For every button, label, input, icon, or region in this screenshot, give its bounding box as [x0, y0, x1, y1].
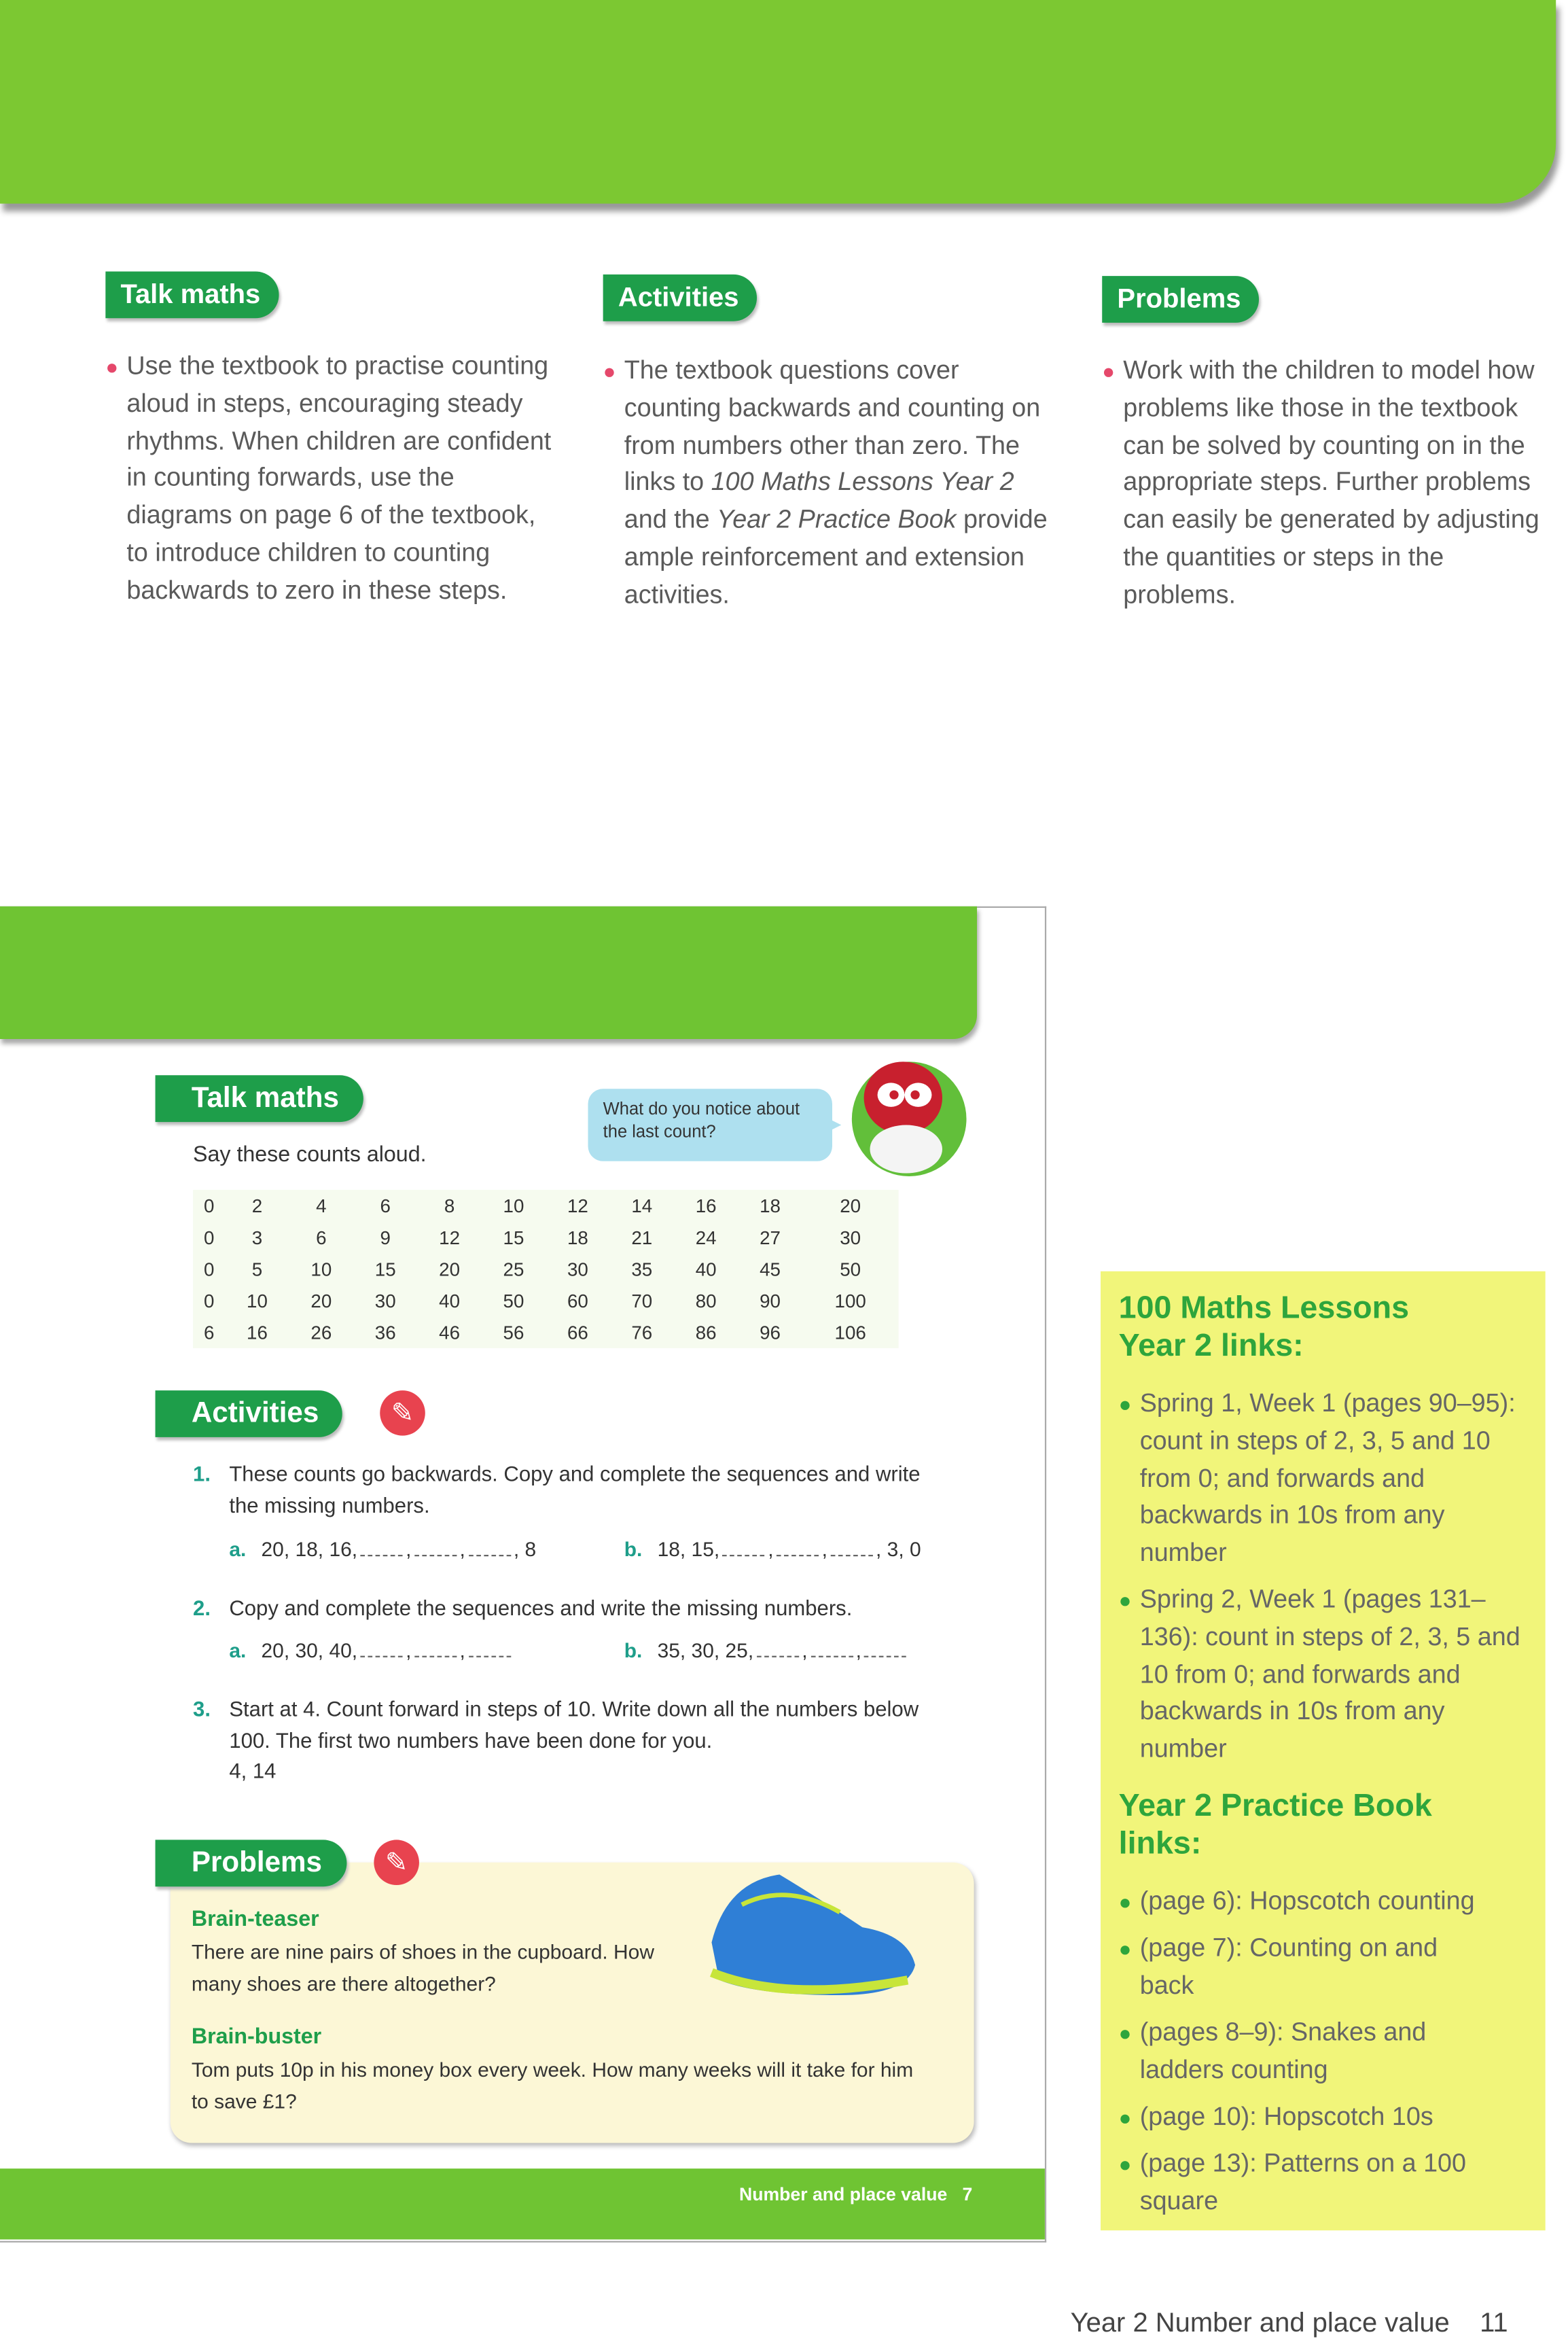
count-row [193, 1316, 899, 1348]
count-cell: 14 [631, 1195, 653, 1216]
count-cell: 66 [567, 1322, 588, 1343]
footer-title: Year 2 Number and place value [1070, 2307, 1450, 2338]
page-footer [1071, 2307, 1508, 2339]
count-cell: 20 [439, 1258, 461, 1280]
lesson-link: ● Spring 1, Week 1 (pages 90–95): count in steps of 2, 3, 5 and 10 from 0; and forwards and backwards in 10s from any number [1118, 1388, 1516, 1568]
count-cell: 36 [374, 1322, 396, 1343]
count-cell: 86 [695, 1322, 717, 1343]
count-cell: 18 [567, 1227, 588, 1248]
page-number: 11 [1480, 2307, 1508, 2338]
activities-text: ● The textbook questions cover counting backwards and counting on from numbers other than zero. The links to 100 Maths Lessons Year 2 and the Year 2 Practice Book provide ample reinforcement and extension activities. [603, 355, 1048, 610]
top-banner [0, 0, 1556, 204]
pencil-icon: ✎ [374, 1840, 419, 1885]
counts-table [193, 1190, 899, 1348]
count-cell: 40 [695, 1258, 717, 1280]
question-2: 2. Copy and complete the sequences and write the missing numbers. [193, 1595, 853, 1620]
q1-b: b. 18, 15, , , , 3, 0 [624, 1538, 921, 1561]
inner-activities-header: Activities [156, 1390, 343, 1437]
count-row [193, 1285, 899, 1317]
count-cell: 8 [444, 1195, 455, 1216]
activities-header: Activities [603, 275, 757, 321]
count-cell: 15 [374, 1258, 396, 1280]
count-cell: 56 [503, 1322, 524, 1343]
count-cell: 2 [251, 1195, 263, 1216]
q1-a: a. 20, 18, 16, , , , 8 [229, 1538, 537, 1561]
brain-teaser-title: Brain-teaser [191, 1907, 319, 1932]
count-cell: 0 [203, 1290, 215, 1312]
brain-teaser-text: There are nine pairs of shoes in the cupboard. How many shoes are there altogether? [191, 1941, 654, 1994]
count-cell: 27 [760, 1227, 781, 1248]
count-cell: 3 [251, 1227, 263, 1248]
count-cell: 70 [631, 1290, 653, 1312]
problems-header: Problems [1102, 276, 1259, 323]
count-cell: 6 [380, 1195, 391, 1216]
count-cell: 0 [203, 1258, 215, 1280]
textbook-footer [0, 2168, 1045, 2239]
links-box [1101, 1271, 1546, 2230]
practice-link: ● (page 7): Counting on and back [1118, 1933, 1438, 2000]
count-cell: 50 [503, 1290, 524, 1312]
brain-buster-text: Tom puts 10p in his money box every week. How many weeks will it take for him to save £1? [191, 2058, 914, 2112]
count-cell: 100 [834, 1290, 866, 1312]
count-cell: 10 [247, 1290, 268, 1312]
count-cell: 76 [631, 1322, 653, 1343]
talk-maths-header: Talk maths [105, 271, 279, 318]
count-cell: 35 [631, 1258, 653, 1280]
count-cell: 0 [203, 1227, 215, 1248]
inner-problems-header: Problems [156, 1840, 346, 1886]
count-cell: 30 [374, 1290, 396, 1312]
practice-link: ● (pages 8–9): Snakes and ladders counting [1118, 2018, 1427, 2084]
pencil-icon: ✎ [380, 1390, 425, 1436]
footer-section: Number and place value [738, 2183, 948, 2205]
count-cell: 6 [316, 1227, 327, 1248]
count-cell: 25 [503, 1258, 524, 1280]
count-cell: 12 [439, 1227, 461, 1248]
instruction: Say these counts aloud. [193, 1143, 427, 1167]
practice-links-title: Year 2 Practice Book links: [1118, 1788, 1432, 1861]
count-cell: 10 [503, 1195, 524, 1216]
footer-page-number: 7 [962, 2183, 973, 2205]
count-cell: 21 [631, 1227, 653, 1248]
count-cell: 16 [247, 1322, 268, 1343]
count-cell: 20 [310, 1290, 332, 1312]
count-cell: 15 [503, 1227, 524, 1248]
shoes-icon [696, 1852, 923, 2010]
count-cell: 96 [760, 1322, 781, 1343]
practice-link: ● (page 6): Hopscotch counting [1118, 1886, 1475, 1916]
textbook-header-band [0, 907, 977, 1039]
lessons-links-title: 100 Maths Lessons Year 2 links: [1118, 1290, 1410, 1364]
count-cell: 30 [567, 1258, 588, 1280]
count-cell: 45 [760, 1258, 781, 1280]
lesson-link: ● Spring 2, Week 1 (pages 131–136): count in steps of 2, 3, 5 and 10 from 0; and forwards and backwards in 10s from any number [1118, 1585, 1520, 1763]
count-cell: 10 [310, 1258, 332, 1280]
count-cell: 24 [695, 1227, 717, 1248]
count-cell: 80 [695, 1290, 717, 1312]
count-cell: 26 [310, 1322, 332, 1343]
count-row [193, 1222, 899, 1254]
count-cell: 9 [380, 1227, 391, 1248]
practice-link: ● (page 13): Patterns on a 100 square [1118, 2149, 1467, 2215]
count-cell: 60 [567, 1290, 588, 1312]
count-cell: 20 [840, 1195, 861, 1216]
practice-link: ● (page 10): Hopscotch 10s [1118, 2102, 1433, 2131]
count-cell: 12 [567, 1195, 588, 1216]
question-3: 3. Start at 4. Count forward in steps of 10. Write down all the numbers below 100. The first two numbers have been done for you. 4, 14 [193, 1696, 919, 1783]
count-cell: 46 [439, 1322, 461, 1343]
count-row [193, 1190, 899, 1222]
count-cell: 40 [439, 1290, 461, 1312]
count-cell: 106 [834, 1322, 866, 1343]
count-cell: 30 [840, 1227, 861, 1248]
talk-maths-text: ● Use the textbook to practise counting aloud in steps, encouraging steady rhythms. When children are confident in counting forwards, use the diagrams on page 6 of the textbook, to introduce children to counting backwards to zero in these steps. [105, 351, 552, 605]
count-cell: 5 [251, 1258, 263, 1280]
q2-a: a. 20, 30, 40, , , [229, 1639, 514, 1661]
count-cell: 0 [203, 1195, 215, 1216]
speech-bubble: What do you notice about the last count? [588, 1089, 832, 1161]
count-cell: 4 [316, 1195, 327, 1216]
inner-talk-maths-header: Talk maths [156, 1075, 363, 1122]
count-cell: 6 [203, 1322, 215, 1343]
q2-b: b. 35, 30, 25, , , [624, 1639, 910, 1661]
count-cell: 90 [760, 1290, 781, 1312]
count-cell: 16 [695, 1195, 717, 1216]
question-1: 1. These counts go backwards. Copy and complete the sequences and write the missing numbers. [193, 1461, 921, 1517]
brain-buster-title: Brain-buster [191, 2025, 322, 2050]
count-cell: 50 [840, 1258, 861, 1280]
count-row [193, 1253, 899, 1285]
count-cell: 18 [760, 1195, 781, 1216]
problems-text: ● Work with the children to model how problems like those in the textbook can be solved by counting on in the appropriate steps. Further problems can easily be generated by adjusting the quantities or steps in the problems. [1102, 355, 1539, 610]
robot-icon [837, 1053, 969, 1179]
